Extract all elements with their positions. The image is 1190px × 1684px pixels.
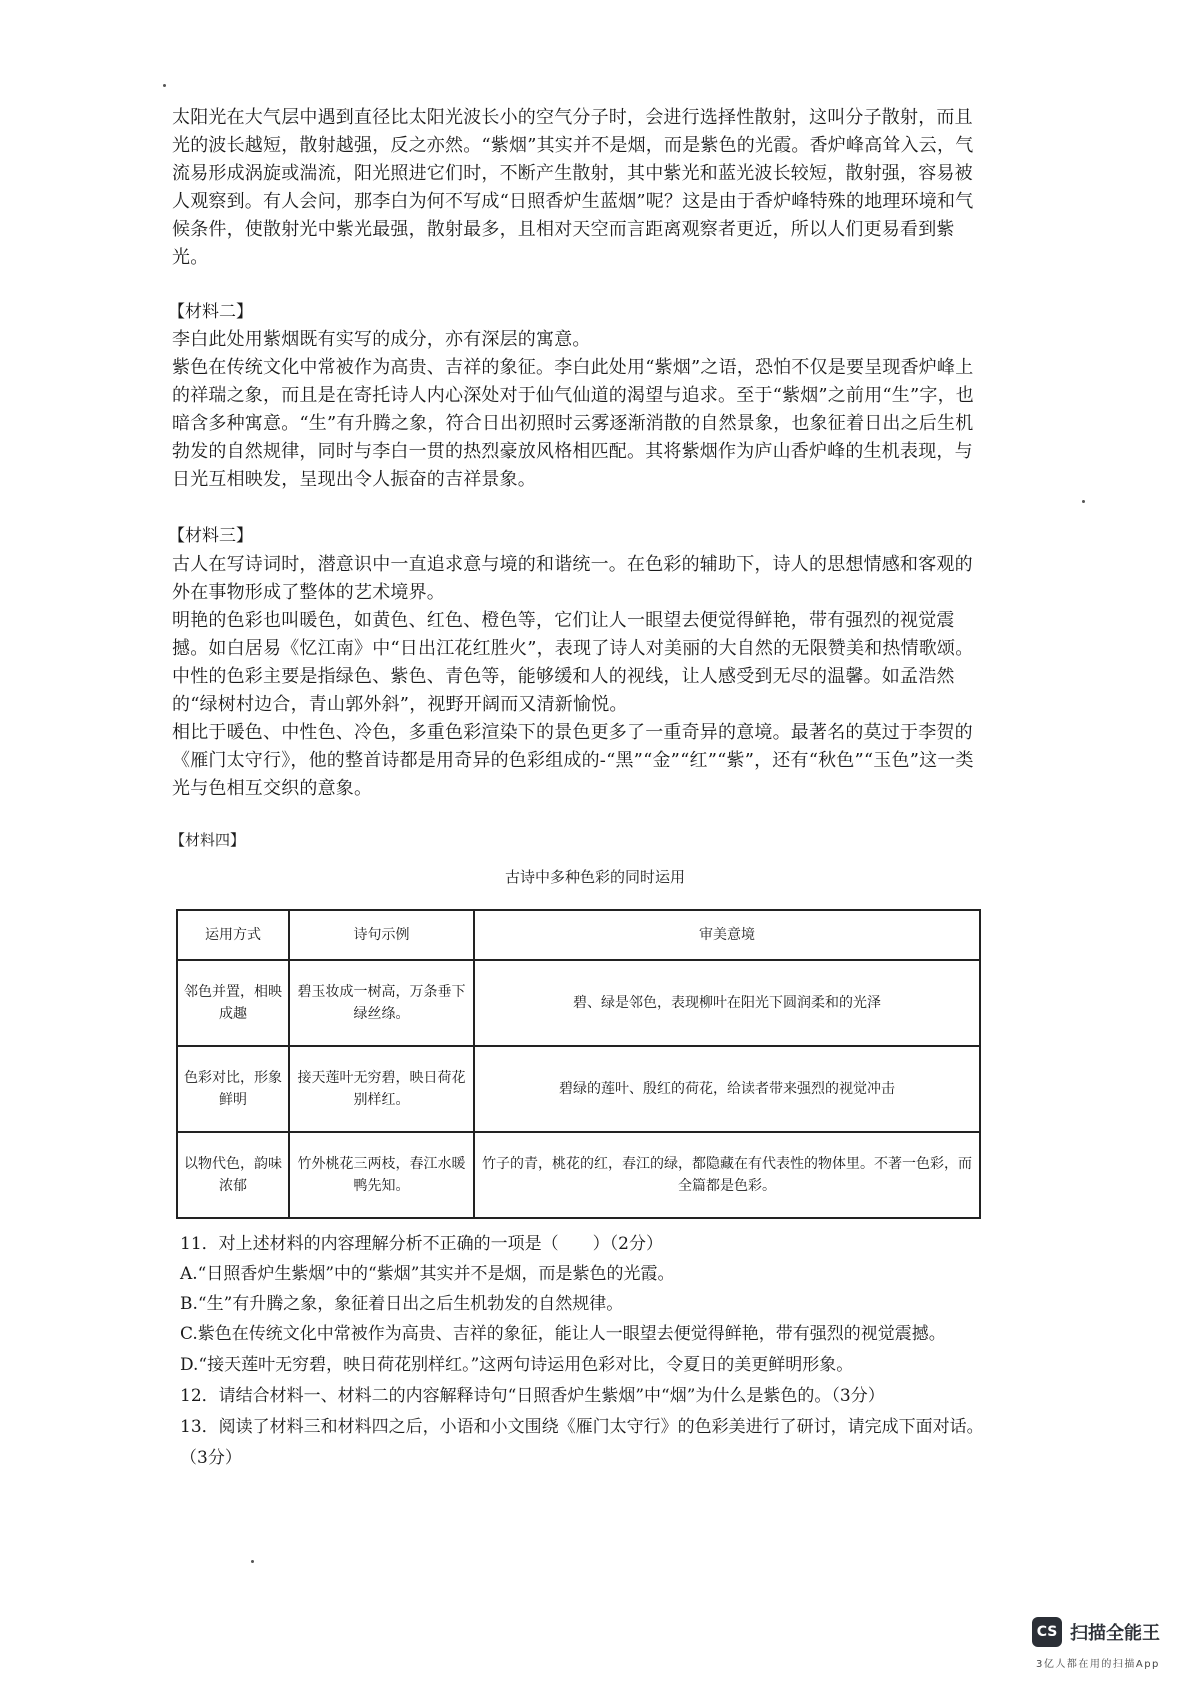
material2-paragraph-1: 李白此处用紫烟既有实写的成分，亦有深层的寓意。 [172,329,591,350]
material4-heading: 【材料四】 [170,831,246,849]
table-cell: 接天莲叶无穷碧，映日荷花别样红。 [289,1046,474,1132]
table-cell: 竹子的青，桃花的红，春江的绿，都隐藏在有代表性的物体里。不著一色彩，而全篇都是色彩。 [474,1132,980,1218]
material1-paragraph: 太阳光在大气层中遇到直径比太阳光波长小的空气分子时，会进行选择性散射，这叫分子散射，而且光的波长越短，散射越强，反之亦然。“紫烟”其实并不是烟，而是紫色的光霞。香炉峰高耸入云，气流易形成涡旋或湍流，阳光照进它们时，不断产生散射，其中紫光和蓝光波长较短，散射强，容易被人观察到。有人会问，那李白为何不写成“日照香炉生蓝烟”呢？这是由于香炉峰特殊的地理环境和气候条件，使散射光中紫光最强，散射最多，且相对天空而言距离观察者更近，所以人们更易看到紫光。 [172,107,974,268]
column-header: 运用方式 [177,910,289,960]
table-header-row [177,910,980,960]
watermark-tagline: 3亿人都在用的扫描App [1036,1659,1160,1670]
question-11-option-b: B.“生”有升腾之象，象征着日出之后生机勃发的自然规律。 [180,1294,624,1314]
material3-paragraph-3: 相比于暖色、中性色、冷色，多重色彩渲染下的景色更多了一重奇异的意境。最著名的莫过于李贺的《雁门太守行》，他的整首诗都是用奇异的色彩组成的-“黑”“金”“红”“紫”，还有“秋色”“玉色”这一类光与色相互交织的意象。 [172,722,974,799]
scan-speck [251,1560,254,1563]
table-title: 古诗中多种色彩的同时运用 [504,868,685,886]
table-cell: 邻色并置，相映成趣 [177,960,289,1046]
scanner-watermark [1032,1617,1182,1675]
table-row [177,1046,980,1132]
question-11-option-d: D.“接天莲叶无穷碧，映日荷花别样红。”这两句诗运用色彩对比，令夏日的美更鲜明形象。 [180,1355,854,1375]
column-header: 诗句示例 [289,910,474,960]
table-cell: 碧、绿是邻色，表现柳叶在阳光下圆润柔和的光泽 [474,960,980,1046]
table-cell: 碧玉妆成一树高，万条垂下绿丝绦。 [289,960,474,1046]
material2-paragraph-2: 紫色在传统文化中常被作为高贵、吉祥的象征。李白此处用“紫烟”之语，恐怕不仅是要呈现香炉峰上的祥瑞之象，而且是在寄托诗人内心深处对于仙气仙道的渴望与追求。至于“紫烟”之前用“生”字，也暗含多种寓意。“生”有升腾之象，符合日出初照时云雾逐渐消散的自然景象，也象征着日出之后生机勃发的自然规律，同时与李白一贯的热烈豪放风格相匹配。其将紫烟作为庐山香炉峰的生机表现，与日光互相映发，呈现出令人振奋的吉祥景象。 [172,357,975,490]
watermark-app-name: 扫描全能王 [1070,1623,1160,1644]
table-row [177,960,980,1046]
table-row [177,1132,980,1218]
color-usage-table [176,909,981,1219]
question-12: 12．请结合材料一、材料二的内容解释诗句“日照香炉生紫烟”中“烟”为什么是紫色的。（3分） [180,1386,885,1406]
table-cell: 以物代色，韵味浓郁 [177,1132,289,1218]
camscanner-icon: CS [1032,1617,1062,1647]
question-11-option-a: A.“日照香炉生紫烟”中的“紫烟”其实并不是烟，而是紫色的光霞。 [180,1264,675,1284]
question-11: 11．对上述材料的内容理解分析不正确的一项是（ ）（2分） [180,1234,663,1254]
table-cell: 碧绿的莲叶、殷红的荷花，给读者带来强烈的视觉冲击 [474,1046,980,1132]
material3-paragraph-2: 明艳的色彩也叫暖色，如黄色、红色、橙色等，它们让人一眼望去便觉得鲜艳，带有强烈的视觉震撼。如白居易《忆江南》中“日出江花红胜火”，表现了诗人对美丽的大自然的无限赞美和热情歌颂。中性的色彩主要是指绿色、紫色、青色等，能够缓和人的视线，让人感受到无尽的温馨。如孟浩然的“绿树村边合，青山郭外斜”，视野开阔而又清新愉悦。 [172,610,974,715]
question-11-option-c: C.紫色在传统文化中常被作为高贵、吉祥的象征，能让人一眼望去便觉得鲜艳，带有强烈的视觉震撼。 [180,1324,946,1344]
question-13: 13．阅读了材料三和材料四之后，小语和小文围绕《雁门太守行》的色彩美进行了研讨，请完成下面对话。（3分） [180,1417,984,1468]
material2-heading: 【材料二】 [168,302,253,322]
table-cell: 色彩对比，形象鲜明 [177,1046,289,1132]
column-header: 审美意境 [474,910,980,960]
scan-speck [163,84,166,87]
material3-paragraph-1: 古人在写诗词时，潜意识中一直追求意与境的和谐统一。在色彩的辅助下，诗人的思想情感和客观的外在事物形成了整体的艺术境界。 [172,554,973,603]
scan-speck [1082,500,1085,503]
material3-heading: 【材料三】 [168,526,253,546]
table-cell: 竹外桃花三两枝，春江水暖鸭先知。 [289,1132,474,1218]
